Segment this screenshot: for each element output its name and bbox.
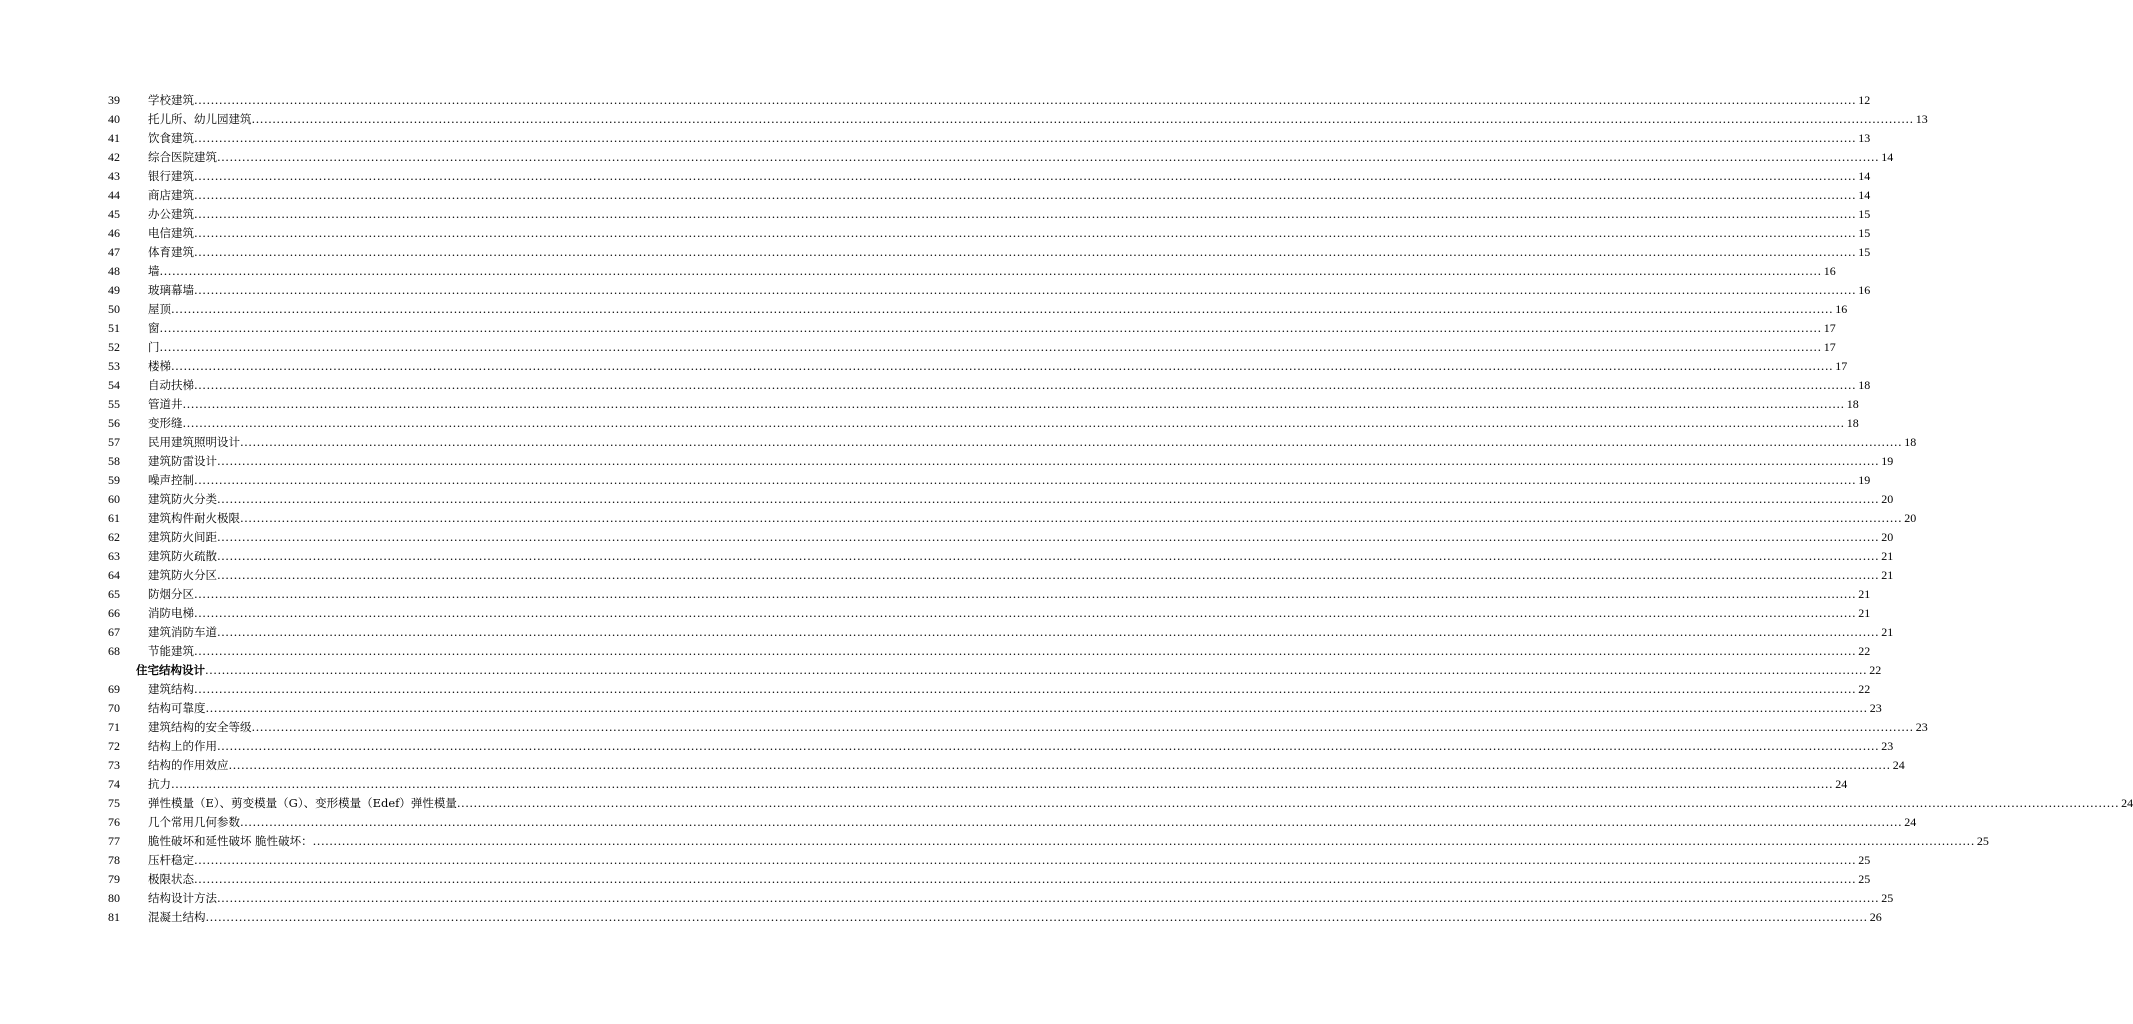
toc-entry[interactable] [108, 316, 1836, 335]
toc-dot-leader: ................................................................................................................................................................................................................................................................................................................................................................................................................ [217, 739, 1880, 753]
toc-dot-leader: ................................................................................................................................................................................................................................................................................................................................................................................................................ [205, 663, 1868, 677]
toc-entry-number: 72 [108, 739, 120, 753]
toc-entry-page: 21 [1858, 587, 1871, 601]
toc-dot-leader: ................................................................................................................................................................................................................................................................................................................................................................................................................ [251, 720, 1914, 734]
toc-dot-leader: ................................................................................................................................................................................................................................................................................................................................................................................................................ [159, 340, 1822, 354]
toc-entry-number: 58 [108, 454, 120, 468]
toc-entry-title: 脆性破坏和延性破坏 脆性破坏： [148, 834, 313, 848]
toc-entry[interactable] [108, 677, 1871, 696]
toc-entry-number: 45 [108, 207, 120, 221]
toc-entry-title: 几个常用几何参数 [148, 815, 240, 829]
toc-entry-page: 24 [1904, 815, 1917, 829]
toc-entry[interactable] [108, 620, 1894, 639]
toc-entry-title: 抗力 [148, 777, 171, 791]
toc-entry-title: 建筑防雷设计 [148, 454, 217, 468]
toc-entry[interactable] [108, 126, 1871, 145]
toc-entry-title: 建筑结构 [148, 682, 194, 696]
toc-dot-leader: ................................................................................................................................................................................................................................................................................................................................................................................................................ [171, 359, 1834, 373]
toc-dot-leader: ................................................................................................................................................................................................................................................................................................................................................................................................................ [194, 473, 1857, 487]
toc-entry-page: 25 [1881, 891, 1894, 905]
toc-entry-page: 19 [1858, 473, 1871, 487]
toc-entry[interactable] [108, 563, 1894, 582]
toc-entry[interactable] [108, 183, 1871, 202]
toc-dot-leader: ................................................................................................................................................................................................................................................................................................................................................................................................................ [194, 853, 1857, 867]
toc-entry[interactable] [108, 715, 1928, 734]
toc-entry-page: 22 [1858, 682, 1871, 696]
toc-dot-leader: ................................................................................................................................................................................................................................................................................................................................................................................................................ [194, 378, 1857, 392]
toc-entry-title: 门 [148, 340, 160, 354]
toc-entry-number: 66 [108, 606, 120, 620]
toc-entry-page: 20 [1881, 530, 1894, 544]
toc-entry-number: 77 [108, 834, 120, 848]
toc-entry-number: 39 [108, 93, 120, 107]
toc-entry[interactable] [108, 487, 1894, 506]
toc-dot-leader: ................................................................................................................................................................................................................................................................................................................................................................................................................ [171, 302, 1834, 316]
toc-entry-page: 17 [1835, 359, 1848, 373]
toc-entry-number: 49 [108, 283, 120, 297]
toc-dot-leader: ................................................................................................................................................................................................................................................................................................................................................................................................................ [205, 701, 1868, 715]
toc-entry-number: 62 [108, 530, 120, 544]
toc-dot-leader: ................................................................................................................................................................................................................................................................................................................................................................................................................ [171, 777, 1834, 791]
toc-entry[interactable] [108, 88, 1871, 107]
toc-dot-leader: ................................................................................................................................................................................................................................................................................................................................................................................................................ [194, 207, 1857, 221]
toc-entry-page: 24 [1892, 758, 1905, 772]
toc-entry-number: 51 [108, 321, 120, 335]
toc-entry[interactable] [108, 601, 1871, 620]
toc-entry[interactable] [108, 525, 1894, 544]
toc-entry[interactable] [108, 639, 1871, 658]
toc-entry-page: 26 [1869, 910, 1882, 924]
toc-entry[interactable] [108, 392, 1859, 411]
toc-entry-page: 25 [1976, 834, 1989, 848]
table-of-contents [108, 88, 2133, 924]
toc-entry[interactable] [108, 259, 1836, 278]
toc-entry-title: 托儿所、幼儿园建筑 [148, 112, 252, 126]
toc-entry-number: 46 [108, 226, 120, 240]
toc-entry-page: 15 [1858, 245, 1871, 259]
toc-entry-page: 21 [1858, 606, 1871, 620]
toc-entry[interactable] [108, 278, 1871, 297]
toc-entry-number: 71 [108, 720, 120, 734]
toc-entry-title: 屋顶 [148, 302, 171, 316]
toc-entry-number: 70 [108, 701, 120, 715]
toc-entry-title: 住宅结构设计 [136, 663, 205, 677]
toc-entry-number: 78 [108, 853, 120, 867]
toc-entry-page: 18 [1846, 416, 1859, 430]
toc-entry-number: 40 [108, 112, 120, 126]
toc-entry-number: 60 [108, 492, 120, 506]
toc-entry-number: 73 [108, 758, 120, 772]
toc-entry[interactable] [108, 905, 1882, 924]
toc-dot-leader: ................................................................................................................................................................................................................................................................................................................................................................................................................ [240, 435, 1903, 449]
toc-dot-leader: ................................................................................................................................................................................................................................................................................................................................................................................................................ [194, 587, 1857, 601]
toc-entry-number: 79 [108, 872, 120, 886]
toc-entry[interactable] [108, 202, 1871, 221]
toc-entry-page: 13 [1858, 131, 1871, 145]
toc-entry-title: 楼梯 [148, 359, 171, 373]
toc-dot-leader: ................................................................................................................................................................................................................................................................................................................................................................................................................ [159, 264, 1822, 278]
toc-entry-page: 19 [1881, 454, 1894, 468]
toc-entry-page: 21 [1881, 549, 1894, 563]
toc-entry-page: 25 [1858, 853, 1871, 867]
toc-entry-title: 极限状态 [148, 872, 194, 886]
toc-entry-page: 22 [1858, 644, 1871, 658]
toc-entry-number: 75 [108, 796, 120, 810]
toc-entry-number: 53 [108, 359, 120, 373]
toc-entry-page: 24 [1835, 777, 1848, 791]
toc-entry-title: 饮食建筑 [148, 131, 194, 145]
toc-entry-title: 结构的作用效应 [148, 758, 229, 772]
toc-entry-page: 23 [1881, 739, 1894, 753]
toc-entry[interactable] [108, 145, 1894, 164]
toc-entry-number: 41 [108, 131, 120, 145]
toc-entry[interactable] [108, 335, 1836, 354]
toc-dot-leader: ................................................................................................................................................................................................................................................................................................................................................................................................................ [194, 226, 1857, 240]
toc-entry-title: 电信建筑 [148, 226, 194, 240]
toc-entry-number: 57 [108, 435, 120, 449]
toc-entry-title: 商店建筑 [148, 188, 194, 202]
toc-dot-leader: ................................................................................................................................................................................................................................................................................................................................................................................................................ [217, 549, 1880, 563]
toc-entry-page: 20 [1881, 492, 1894, 506]
toc-entry[interactable] [108, 164, 1871, 183]
toc-dot-leader: ................................................................................................................................................................................................................................................................................................................................................................................................................ [194, 169, 1857, 183]
toc-dot-leader: ................................................................................................................................................................................................................................................................................................................................................................................................................ [217, 568, 1880, 582]
toc-dot-leader: ................................................................................................................................................................................................................................................................................................................................................................................................................ [194, 606, 1857, 620]
toc-entry-title: 银行建筑 [148, 169, 194, 183]
toc-entry-page: 21 [1881, 568, 1894, 582]
toc-entry-title: 自动扶梯 [148, 378, 194, 392]
toc-entry-page: 15 [1858, 226, 1871, 240]
toc-entry-number: 47 [108, 245, 120, 259]
toc-entry-title: 噪声控制 [148, 473, 194, 487]
toc-entry-title: 窗 [148, 321, 160, 335]
toc-entry-number: 54 [108, 378, 120, 392]
toc-entry-number: 43 [108, 169, 120, 183]
toc-entry[interactable] [108, 582, 1871, 601]
toc-entry[interactable] [108, 772, 1848, 791]
toc-entry-page: 16 [1823, 264, 1836, 278]
toc-entry[interactable] [108, 411, 1859, 430]
toc-dot-leader: ................................................................................................................................................................................................................................................................................................................................................................................................................ [194, 644, 1857, 658]
toc-dot-leader: ................................................................................................................................................................................................................................................................................................................................................................................................................ [194, 283, 1857, 297]
toc-entry-title: 管道井 [148, 397, 183, 411]
toc-entry-title: 变形缝 [148, 416, 183, 430]
toc-dot-leader: ................................................................................................................................................................................................................................................................................................................................................................................................................ [194, 245, 1857, 259]
toc-dot-leader: ................................................................................................................................................................................................................................................................................................................................................................................................................ [217, 454, 1880, 468]
toc-dot-leader: ................................................................................................................................................................................................................................................................................................................................................................................................................ [194, 93, 1857, 107]
toc-entry[interactable] [108, 373, 1871, 392]
toc-dot-leader: ................................................................................................................................................................................................................................................................................................................................................................................................................ [194, 131, 1857, 145]
toc-entry-page: 13 [1915, 112, 1928, 126]
toc-entry-title: 综合医院建筑 [148, 150, 217, 164]
toc-entry-title: 结构可靠度 [148, 701, 206, 715]
toc-entry-title: 建筑结构的安全等级 [148, 720, 252, 734]
toc-entry[interactable] [108, 867, 1871, 886]
toc-dot-leader: ................................................................................................................................................................................................................................................................................................................................................................................................................ [240, 815, 1903, 829]
toc-entry-title: 节能建筑 [148, 644, 194, 658]
toc-entry-page: 22 [1869, 663, 1882, 677]
toc-entry-number: 44 [108, 188, 120, 202]
toc-entry-title: 民用建筑照明设计 [148, 435, 240, 449]
toc-entry-title: 弹性模量（E）、剪变模量（G）、变形模量（Edef）弹性模量 [148, 796, 457, 810]
toc-entry-number: 68 [108, 644, 120, 658]
toc-entry-page: 25 [1858, 872, 1871, 886]
toc-entry-page: 18 [1858, 378, 1871, 392]
toc-dot-leader: ................................................................................................................................................................................................................................................................................................................................................................................................................ [217, 891, 1880, 905]
toc-dot-leader: ................................................................................................................................................................................................................................................................................................................................................................................................................ [182, 397, 1845, 411]
toc-entry[interactable] [108, 810, 1917, 829]
toc-dot-leader: ................................................................................................................................................................................................................................................................................................................................................................................................................ [240, 511, 1903, 525]
toc-entry-page: 23 [1915, 720, 1928, 734]
toc-entry-page: 21 [1881, 625, 1894, 639]
toc-entry-title: 学校建筑 [148, 93, 194, 107]
toc-entry[interactable] [108, 506, 1917, 525]
toc-dot-leader: ................................................................................................................................................................................................................................................................................................................................................................................................................ [217, 492, 1880, 506]
toc-entry-number: 61 [108, 511, 120, 525]
toc-entry-page: 17 [1823, 321, 1836, 335]
toc-entry[interactable] [108, 544, 1894, 563]
toc-entry-page: 15 [1858, 207, 1871, 221]
toc-entry-page: 16 [1858, 283, 1871, 297]
toc-entry-title: 建筑防火疏散 [148, 549, 217, 563]
toc-entry[interactable] [108, 734, 1894, 753]
toc-entry-number: 42 [108, 150, 120, 164]
toc-entry-number: 63 [108, 549, 120, 563]
toc-entry-title: 建筑消防车道 [148, 625, 217, 639]
toc-entry[interactable] [108, 449, 1894, 468]
toc-dot-leader: ................................................................................................................................................................................................................................................................................................................................................................................................................ [217, 530, 1880, 544]
toc-entry-title: 压杆稳定 [148, 853, 194, 867]
toc-entry[interactable] [108, 107, 1928, 126]
toc-dot-leader: ................................................................................................................................................................................................................................................................................................................................................................................................................ [194, 872, 1857, 886]
toc-entry-page: 23 [1869, 701, 1882, 715]
toc-entry-title: 体育建筑 [148, 245, 194, 259]
toc-entry-number: 80 [108, 891, 120, 905]
toc-section-heading[interactable] [108, 658, 1882, 677]
toc-entry-number: 48 [108, 264, 120, 278]
toc-entry[interactable] [108, 297, 1848, 316]
toc-entry-number: 52 [108, 340, 120, 354]
toc-entry-title: 建筑构件耐火极限 [148, 511, 240, 525]
toc-dot-leader: ................................................................................................................................................................................................................................................................................................................................................................................................................ [251, 112, 1914, 126]
toc-entry[interactable] [108, 886, 1894, 905]
toc-entry[interactable] [108, 696, 1882, 715]
toc-entry-number: 74 [108, 777, 120, 791]
toc-entry[interactable] [108, 848, 1871, 867]
toc-entry[interactable] [108, 791, 2133, 810]
toc-entry-number: 67 [108, 625, 120, 639]
toc-entry-title: 玻璃幕墙 [148, 283, 194, 297]
toc-entry[interactable] [108, 354, 1848, 373]
toc-dot-leader: ................................................................................................................................................................................................................................................................................................................................................................................................................ [182, 416, 1845, 430]
toc-entry-title: 结构上的作用 [148, 739, 217, 753]
toc-entry-title: 防烟分区 [148, 587, 194, 601]
toc-entry-title: 结构设计方法 [148, 891, 217, 905]
toc-entry-page: 17 [1823, 340, 1836, 354]
toc-entry-page: 16 [1835, 302, 1848, 316]
toc-entry-title: 混凝土结构 [148, 910, 206, 924]
toc-dot-leader: ................................................................................................................................................................................................................................................................................................................................................................................................................ [456, 796, 2120, 810]
toc-entry-number: 55 [108, 397, 120, 411]
toc-entry-number: 56 [108, 416, 120, 430]
toc-entry-page: 12 [1858, 93, 1871, 107]
toc-dot-leader: ................................................................................................................................................................................................................................................................................................................................................................................................................ [205, 910, 1868, 924]
toc-entry[interactable] [108, 468, 1871, 487]
toc-entry-title: 消防电梯 [148, 606, 194, 620]
toc-entry-page: 14 [1858, 169, 1871, 183]
toc-entry-number: 59 [108, 473, 120, 487]
toc-entry-title: 建筑防火分类 [148, 492, 217, 506]
toc-dot-leader: ................................................................................................................................................................................................................................................................................................................................................................................................................ [194, 188, 1857, 202]
toc-entry-page: 18 [1904, 435, 1917, 449]
toc-entry-number: 69 [108, 682, 120, 696]
toc-entry[interactable] [108, 829, 1989, 848]
toc-entry-page: 24 [2121, 796, 2133, 810]
toc-dot-leader: ................................................................................................................................................................................................................................................................................................................................................................................................................ [217, 625, 1880, 639]
toc-entry-number: 81 [108, 910, 120, 924]
toc-dot-leader: ................................................................................................................................................................................................................................................................................................................................................................................................................ [217, 150, 1880, 164]
toc-entry-number: 50 [108, 302, 120, 316]
toc-entry-title: 办公建筑 [148, 207, 194, 221]
toc-dot-leader: ................................................................................................................................................................................................................................................................................................................................................................................................................ [194, 682, 1857, 696]
toc-entry-page: 14 [1881, 150, 1894, 164]
toc-entry-title: 建筑防火分区 [148, 568, 217, 582]
toc-dot-leader: ................................................................................................................................................................................................................................................................................................................................................................................................................ [159, 321, 1822, 335]
toc-entry-page: 18 [1846, 397, 1859, 411]
toc-entry[interactable] [108, 221, 1871, 240]
toc-entry-title: 墙 [148, 264, 160, 278]
toc-entry-number: 64 [108, 568, 120, 582]
toc-dot-leader: ................................................................................................................................................................................................................................................................................................................................................................................................................ [228, 758, 1891, 772]
toc-entry-page: 14 [1858, 188, 1871, 202]
toc-entry-page: 20 [1904, 511, 1917, 525]
toc-entry-number: 76 [108, 815, 120, 829]
toc-entry-number: 65 [108, 587, 120, 601]
toc-entry[interactable] [108, 430, 1917, 449]
toc-entry[interactable] [108, 240, 1871, 259]
toc-dot-leader: ................................................................................................................................................................................................................................................................................................................................................................................................................ [312, 834, 1975, 848]
toc-entry[interactable] [108, 753, 1905, 772]
toc-entry-title: 建筑防火间距 [148, 530, 217, 544]
